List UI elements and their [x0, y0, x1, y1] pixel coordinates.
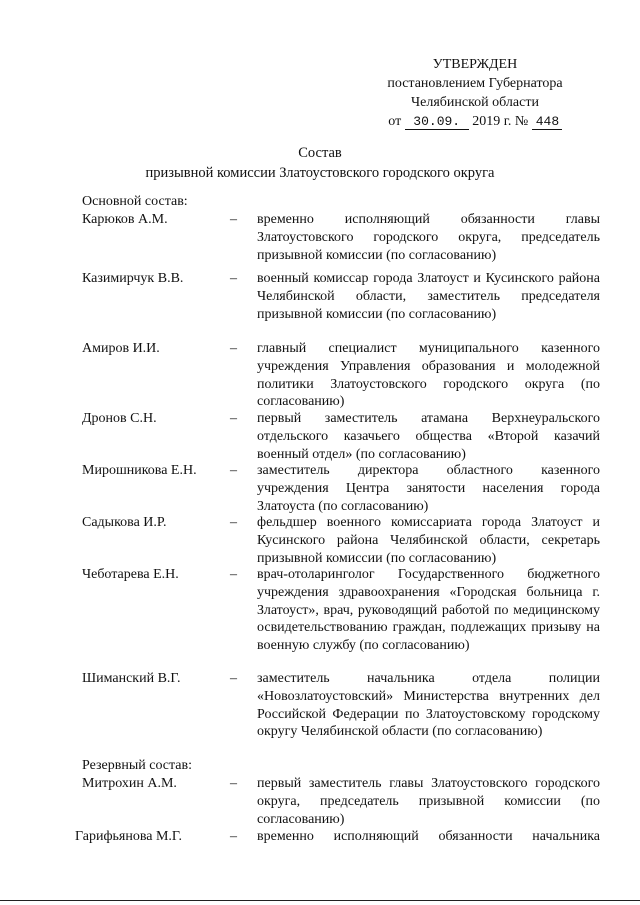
- member-role: военный комиссар города Златоуст и Кусинского района Челябинской области, заместитель председателя призывной комиссии (по согласованию): [257, 271, 600, 322]
- member-name: Карюков А.М.: [82, 212, 168, 227]
- from-prefix: от: [388, 114, 402, 129]
- member-dash: –: [230, 829, 237, 844]
- approval-stamp: [360, 55, 590, 131]
- member-role: первый заместитель атамана Верхнеуральского отдельского казачьего общества «Второй казачий военный отдел» (по согласованию): [257, 411, 600, 462]
- member-dash: –: [230, 212, 237, 227]
- member-role: первый заместитель главы Златоустовского городского округа, председатель призывной комиссии (по согласованию): [257, 776, 600, 827]
- member-name: Дронов С.Н.: [82, 411, 157, 426]
- member-role: временно исполняющий обязанности главы Златоустовского городского округа, председатель призывной комиссии (по согласованию): [257, 212, 600, 263]
- member-dash: –: [230, 271, 237, 286]
- reserve-composition-label: Резервный состав:: [82, 758, 193, 773]
- member-name: Садыкова И.Р.: [82, 515, 167, 530]
- member-dash: –: [230, 463, 237, 478]
- member-name: Митрохин А.М.: [82, 776, 177, 791]
- member-dash: –: [230, 776, 237, 791]
- approval-number: 448: [532, 115, 562, 130]
- member-role: заместитель директора областного казенного учреждения Центра занятости населения города Златоуста (по согласованию): [257, 463, 600, 514]
- member-dash: –: [230, 411, 237, 426]
- member-name: Чеботарева Е.Н.: [82, 567, 179, 582]
- member-dash: –: [230, 567, 237, 582]
- approval-year: 2019 г. №: [472, 114, 529, 129]
- member-dash: –: [230, 341, 237, 356]
- member-role: фельдшер военного комиссариата города Златоуст и Кусинского района Челябинской области, секретарь призывной комиссии (по согласованию): [257, 515, 600, 566]
- member-name: Казимирчук В.В.: [82, 271, 184, 286]
- main-composition-label: Основной состав:: [82, 194, 188, 209]
- member-role: временно исполняющий обязанности начальника: [257, 829, 600, 844]
- approved-heading: УТВЕРЖДЕН: [432, 57, 518, 72]
- approval-date: 30.09.: [405, 115, 469, 130]
- member-dash: –: [230, 515, 237, 530]
- approved-by-line: постановлением Губернатора: [387, 76, 563, 91]
- approval-date-number: [360, 112, 590, 131]
- document-title: [0, 143, 640, 183]
- member-role: врач-отоларинголог Государственного бюджетного учреждения здравоохранения «Городская больница г. Златоуст», врач, руководящий работой по медицинскому освидетельствованию граждан, подлежащих призыву на военную службу (по согласованию): [257, 567, 600, 654]
- page-bottom-edge: [0, 900, 640, 901]
- member-name: Амиров И.И.: [82, 341, 160, 356]
- member-name: Мирошникова Е.Н.: [82, 463, 197, 478]
- title-line-2: призывной комиссии Златоустовского городского округа: [145, 165, 495, 181]
- member-dash: –: [230, 671, 237, 686]
- member-name: Шиманский В.Г.: [82, 671, 181, 686]
- member-name: Гарифьянова М.Г.: [75, 829, 182, 844]
- member-role: главный специалист муниципального казенного учреждения Управления образования и молодежной политики Златоустовского городского округа (по согласованию): [257, 341, 600, 410]
- approved-region-line: Челябинской области: [411, 95, 539, 110]
- title-line-1: Состав: [298, 145, 342, 161]
- member-role: заместитель начальника отдела полиции «Новозлатоустовский» Министерства внутренних дел Российской Федерации по Златоустовскому городскому округу Челябинской области (по согласованию): [257, 671, 600, 740]
